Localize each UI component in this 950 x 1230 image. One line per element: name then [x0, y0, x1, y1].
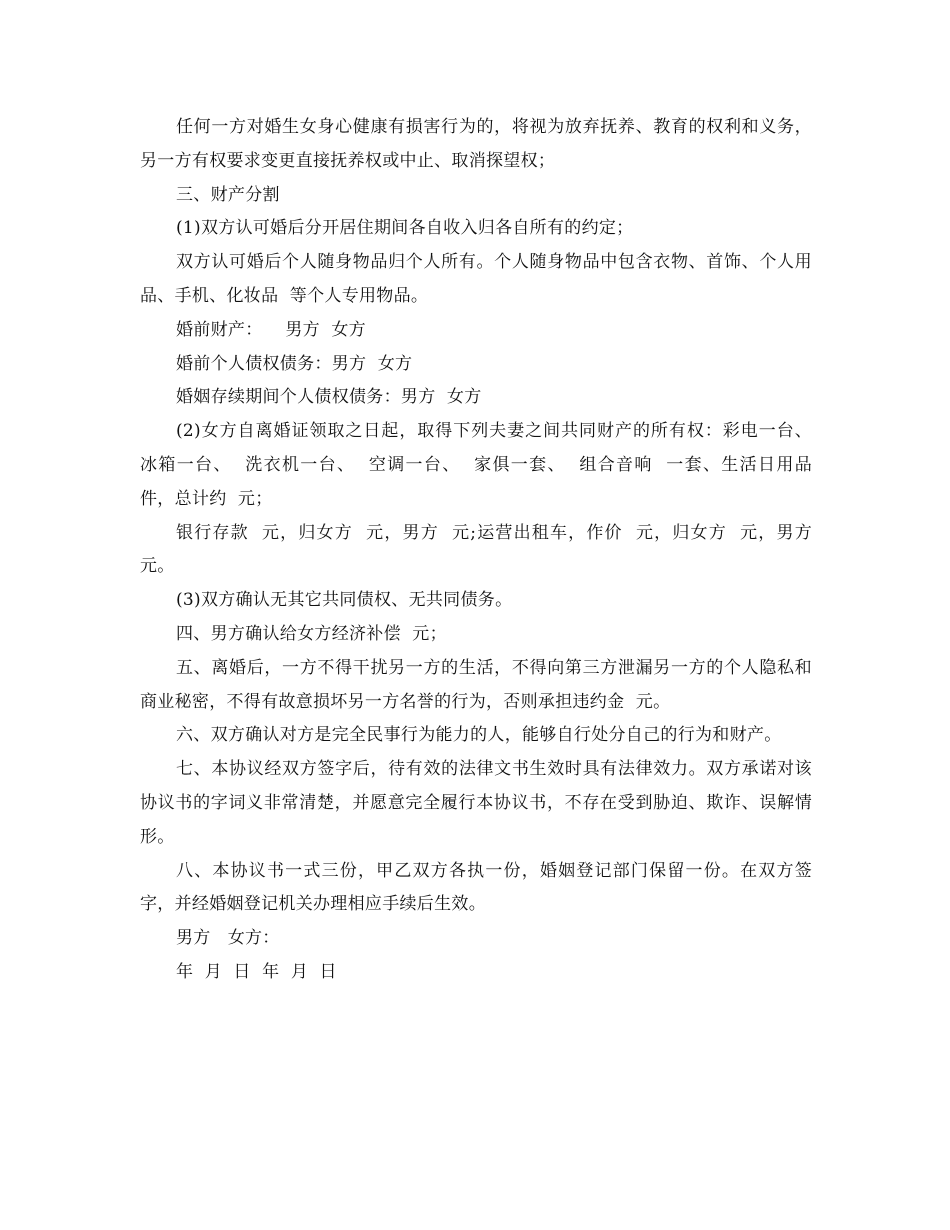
paragraph-joint-property: (2)女方自离婚证领取之日起，取得下列夫妻之间共同财产的所有权：彩电一台、 冰箱一台、 洗衣机一台、 空调一台、 家俱一套、 组合音响 一套、生活日用品 件，总计约 元； [140, 421, 824, 509]
paragraph-privacy: 五、离婚后，一方不得干扰另一方的生活，不得向第三方泄漏另一方的个人隐私和商业秘密，不得有故意损坏另一方名誉的行为，否则承担违约金 元。 [140, 657, 812, 712]
paragraph-copies: 八、本协议书一式三份，甲乙双方各执一份，婚姻登记部门保留一份。在双方签字，并经婚姻登记机关办理相应手续后生效。 [140, 860, 812, 915]
paragraph-premarital-property: 婚前财产： 男方 女方 [176, 319, 366, 340]
paragraph-custody-clause: 任何一方对婚生女身心健康有损害行为的，将视为放弃抚养、教育的权利和义务，另一方有权要求变更直接抚养权或中止、取消探望权； [140, 117, 812, 171]
paragraph-bank-deposit: 银行存款 元，归女方 元，男方 元;运营出租车，作价 元，归女方 元，男方 元。 [140, 522, 824, 577]
paragraph-income-clause: (1)双方认可婚后分开居住期间各自收入归各自所有的约定； [176, 218, 634, 239]
date-line: 年 月 日 年 月 日 [176, 961, 337, 982]
paragraph-capacity: 六、双方确认对方是完全民事行为能力的人，能够自行处分自己的行为和财产。 [176, 725, 782, 746]
paragraph-effectiveness: 七、本协议经双方签字后，待有效的法律文书生效时具有法律效力。双方承诺对该协议书的字词义非常清楚，并愿意完全履行本协议书，不存在受到胁迫、欺诈、误解情形。 [140, 759, 812, 847]
paragraph-premarital-debts: 婚前个人债权债务：男方 女方 [176, 353, 413, 374]
heading-property-division: 三、财产分割 [176, 184, 280, 205]
paragraph-no-joint-debts: (3)双方确认无其它共同债权、无共同债务。 [176, 590, 513, 611]
document-body [140, 111, 824, 990]
signature-line: 男方 女方： [176, 928, 280, 949]
paragraph-marital-debts: 婚姻存续期间个人债权债务：男方 女方 [176, 387, 482, 408]
paragraph-personal-items: 双方认可婚后个人随身物品归个人所有。个人随身物品中包含衣物、首饰、个人用品、手机、化妆品 等个人专用物品。 [140, 252, 812, 306]
paragraph-compensation: 四、男方确认给女方经济补偿 元； [176, 623, 447, 644]
